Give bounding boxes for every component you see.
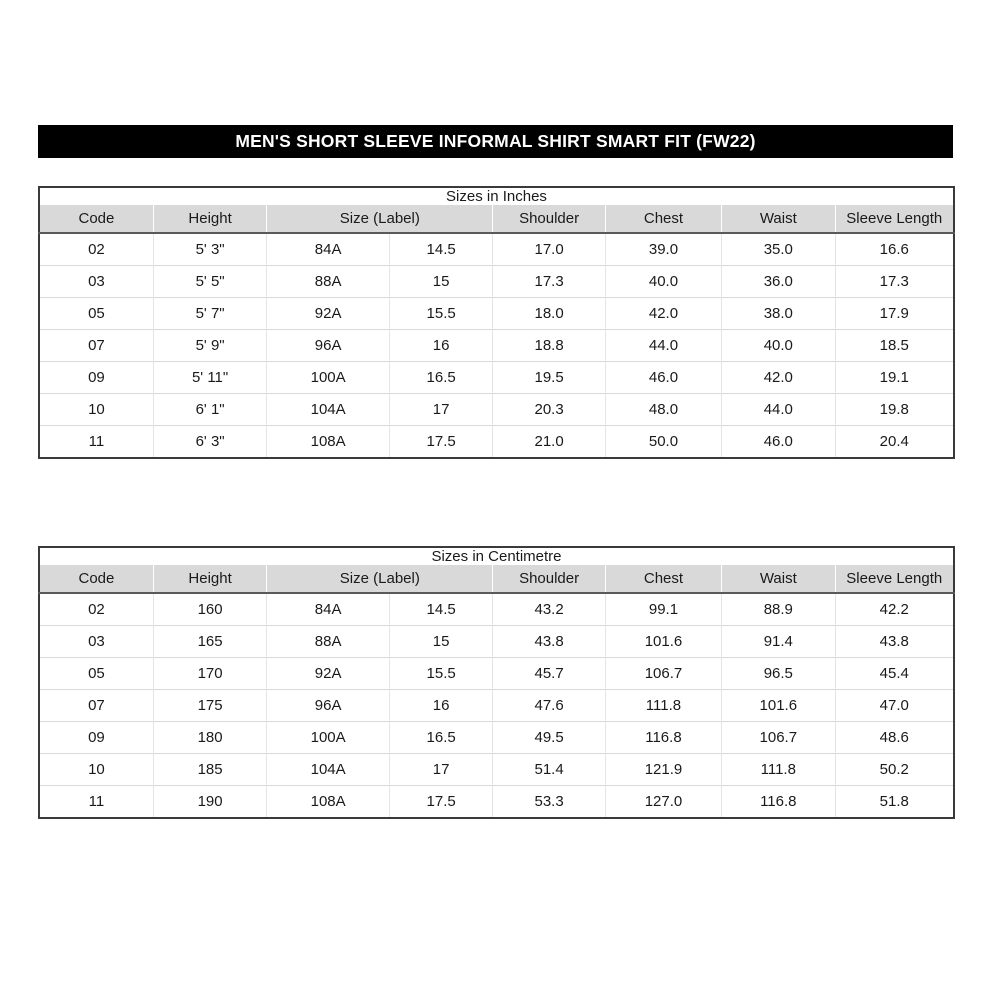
table-cell: 17.5 <box>389 426 492 459</box>
table-cell: 05 <box>39 658 153 690</box>
column-header-size-label: Size (Label) <box>267 565 493 593</box>
table-row <box>39 266 954 298</box>
table-cell: 116.8 <box>605 722 721 754</box>
table-cell: 84A <box>267 593 390 626</box>
table-cell: 43.8 <box>835 626 954 658</box>
table-cell: 53.3 <box>493 786 606 819</box>
table-cell: 45.7 <box>493 658 606 690</box>
table-cell: 42.0 <box>722 362 835 394</box>
table-header-row <box>39 205 954 233</box>
table-cell: 100A <box>267 722 390 754</box>
table-cell: 170 <box>153 658 266 690</box>
table-title-row <box>39 187 954 205</box>
table-cell: 104A <box>267 394 390 426</box>
column-header-chest: Chest <box>605 205 721 233</box>
table-cell: 46.0 <box>605 362 721 394</box>
table-row <box>39 233 954 266</box>
table-row <box>39 362 954 394</box>
table-cell: 15 <box>389 626 492 658</box>
table-cell: 14.5 <box>389 233 492 266</box>
table-cell: 108A <box>267 786 390 819</box>
table-row <box>39 786 954 819</box>
table-cell: 165 <box>153 626 266 658</box>
table-cell: 106.7 <box>722 722 835 754</box>
table-cell: 17.3 <box>493 266 606 298</box>
table-cell: 17 <box>389 394 492 426</box>
table-cell: 101.6 <box>722 690 835 722</box>
table-cell: 47.6 <box>493 690 606 722</box>
table-cell: 51.4 <box>493 754 606 786</box>
table-cell: 106.7 <box>605 658 721 690</box>
table-cell: 190 <box>153 786 266 819</box>
table-cell: 14.5 <box>389 593 492 626</box>
table-cell: 43.8 <box>493 626 606 658</box>
table-cell: 07 <box>39 330 153 362</box>
table-row <box>39 298 954 330</box>
table-cell: 51.8 <box>835 786 954 819</box>
table-cell: 10 <box>39 394 153 426</box>
table-cell: 39.0 <box>605 233 721 266</box>
table-cell: 17.3 <box>835 266 954 298</box>
table-cell: 127.0 <box>605 786 721 819</box>
table-cell: 15.5 <box>389 298 492 330</box>
table-cell: 6' 3" <box>153 426 266 459</box>
column-header-sleeve-length: Sleeve Length <box>835 205 954 233</box>
table-cell: 96A <box>267 330 390 362</box>
table-cell: 108A <box>267 426 390 459</box>
table-cell: 35.0 <box>722 233 835 266</box>
column-header-sleeve-length: Sleeve Length <box>835 565 954 593</box>
table-row <box>39 626 954 658</box>
table-title: Sizes in Centimetre <box>431 548 562 565</box>
table-cell: 96A <box>267 690 390 722</box>
column-header-code: Code <box>39 205 153 233</box>
table-cell: 91.4 <box>722 626 835 658</box>
table-cell: 5' 11" <box>153 362 266 394</box>
table-cell: 11 <box>39 426 153 459</box>
table-cell: 101.6 <box>605 626 721 658</box>
table-cell: 18.8 <box>493 330 606 362</box>
table-cell: 16.5 <box>389 722 492 754</box>
table-cell: 160 <box>153 593 266 626</box>
table-cell: 38.0 <box>722 298 835 330</box>
table-cell: 92A <box>267 658 390 690</box>
table-cell: 17.9 <box>835 298 954 330</box>
column-header-shoulder: Shoulder <box>493 565 606 593</box>
page-title-banner: MEN'S SHORT SLEEVE INFORMAL SHIRT SMART FIT (FW22) <box>38 125 953 158</box>
table-row <box>39 722 954 754</box>
table-cell: 15.5 <box>389 658 492 690</box>
table-cell: 47.0 <box>835 690 954 722</box>
table-cell: 180 <box>153 722 266 754</box>
table-row <box>39 426 954 459</box>
table-cell: 84A <box>267 233 390 266</box>
table-cell: 88A <box>267 626 390 658</box>
table-cell: 5' 5" <box>153 266 266 298</box>
column-header-height: Height <box>153 205 266 233</box>
table-cell: 16 <box>389 690 492 722</box>
table-cell: 50.0 <box>605 426 721 459</box>
table-cell: 40.0 <box>605 266 721 298</box>
table-cell: 5' 9" <box>153 330 266 362</box>
table-cell: 15 <box>389 266 492 298</box>
table-row <box>39 394 954 426</box>
table-row <box>39 658 954 690</box>
sizes-in-inches-table <box>38 186 955 459</box>
table-cell: 42.2 <box>835 593 954 626</box>
table-cell: 44.0 <box>722 394 835 426</box>
table-cell: 19.5 <box>493 362 606 394</box>
table-cell: 10 <box>39 754 153 786</box>
table-cell: 49.5 <box>493 722 606 754</box>
table-cell: 03 <box>39 626 153 658</box>
table-title: Sizes in Inches <box>446 188 547 205</box>
table-cell: 11 <box>39 786 153 819</box>
table-cell: 48.6 <box>835 722 954 754</box>
table-cell: 45.4 <box>835 658 954 690</box>
table-cell: 48.0 <box>605 394 721 426</box>
table-cell: 50.2 <box>835 754 954 786</box>
column-header-height: Height <box>153 565 266 593</box>
table-cell: 175 <box>153 690 266 722</box>
table-cell: 111.8 <box>605 690 721 722</box>
table-cell: 100A <box>267 362 390 394</box>
table-cell: 88.9 <box>722 593 835 626</box>
column-header-waist: Waist <box>722 565 835 593</box>
table-header-row <box>39 565 954 593</box>
table-cell: 185 <box>153 754 266 786</box>
column-header-code: Code <box>39 565 153 593</box>
column-header-waist: Waist <box>722 205 835 233</box>
table-cell: 6' 1" <box>153 394 266 426</box>
table-cell: 36.0 <box>722 266 835 298</box>
table-cell: 17.0 <box>493 233 606 266</box>
table-cell: 99.1 <box>605 593 721 626</box>
table-cell: 02 <box>39 233 153 266</box>
table-cell: 42.0 <box>605 298 721 330</box>
table-cell: 16 <box>389 330 492 362</box>
table-cell: 18.5 <box>835 330 954 362</box>
sizes-in-centimetre-table <box>38 546 955 819</box>
table-cell: 02 <box>39 593 153 626</box>
table-cell: 121.9 <box>605 754 721 786</box>
table-cell: 09 <box>39 722 153 754</box>
table-cell: 19.1 <box>835 362 954 394</box>
table-row <box>39 330 954 362</box>
column-header-chest: Chest <box>605 565 721 593</box>
table-row <box>39 754 954 786</box>
table-cell: 43.2 <box>493 593 606 626</box>
table-cell: 16.6 <box>835 233 954 266</box>
table-cell: 17.5 <box>389 786 492 819</box>
table-cell: 104A <box>267 754 390 786</box>
table-cell: 92A <box>267 298 390 330</box>
table-title-row <box>39 547 954 565</box>
table-cell: 5' 7" <box>153 298 266 330</box>
table-cell: 03 <box>39 266 153 298</box>
table-cell: 40.0 <box>722 330 835 362</box>
table-row <box>39 593 954 626</box>
column-header-size-label: Size (Label) <box>267 205 493 233</box>
table-cell: 5' 3" <box>153 233 266 266</box>
table-cell: 21.0 <box>493 426 606 459</box>
column-header-shoulder: Shoulder <box>493 205 606 233</box>
table-cell: 88A <box>267 266 390 298</box>
table-cell: 46.0 <box>722 426 835 459</box>
table-cell: 05 <box>39 298 153 330</box>
table-cell: 09 <box>39 362 153 394</box>
table-cell: 96.5 <box>722 658 835 690</box>
table-cell: 18.0 <box>493 298 606 330</box>
table-cell: 44.0 <box>605 330 721 362</box>
table-cell: 07 <box>39 690 153 722</box>
table-cell: 20.3 <box>493 394 606 426</box>
table-cell: 111.8 <box>722 754 835 786</box>
table-cell: 16.5 <box>389 362 492 394</box>
table-cell: 20.4 <box>835 426 954 459</box>
table-cell: 17 <box>389 754 492 786</box>
table-row <box>39 690 954 722</box>
table-cell: 116.8 <box>722 786 835 819</box>
table-cell: 19.8 <box>835 394 954 426</box>
